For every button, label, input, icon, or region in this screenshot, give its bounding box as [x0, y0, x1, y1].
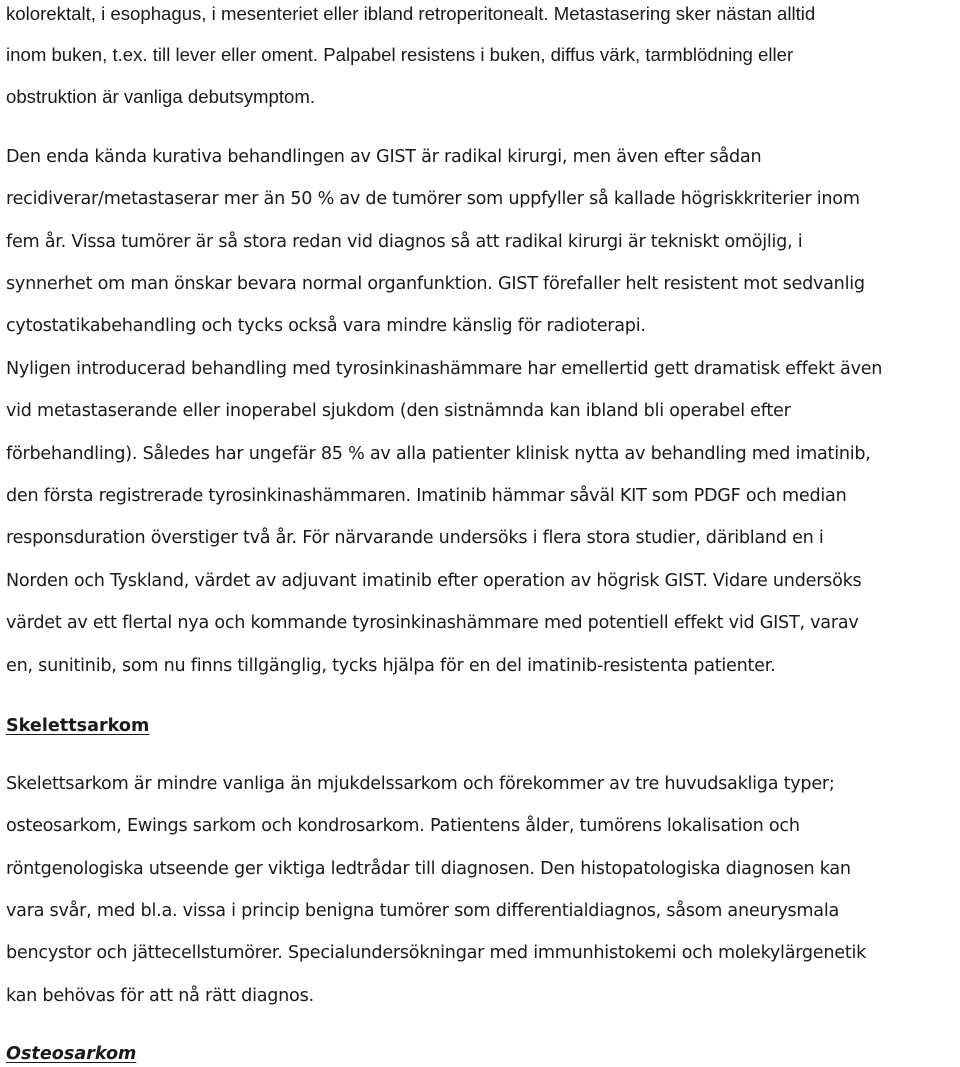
gist2-line-6: Norden och Tyskland, värdet av adjuvant imatinib efter operation av högrisk GIST. Vidare undersöks [6, 571, 862, 591]
gist1-line-4: synnerhet om man önskar bevara normal organfunktion. GIST förefaller helt resistent mot sedvanlig [6, 274, 865, 294]
skelett-line-2: osteosarkom, Ewings sarkom och kondrosarkom. Patientens ålder, tumörens lokalisation och [6, 816, 800, 836]
skelett-line-5: bencystor och jättecellstumörer. Specialundersökningar med immunhistokemi och molekylärgenetik [6, 943, 867, 963]
gist1-line-3: fem år. Vissa tumörer är så stora redan vid diagnos så att radikal kirurgi är tekniskt omöjlig, i [6, 232, 803, 252]
gist1-line-2: recidiverar/metastaserar mer än 50 % av de tumörer som uppfyller så kallade högriskkriterier inom [6, 189, 860, 209]
intro-line-2: inom buken, t.ex. till lever eller oment. Palpabel resistens i buken, diffus värk, tarmblödning eller [6, 44, 794, 65]
intro-line-3: obstruktion är vanliga debutsymptom. [6, 86, 316, 107]
skelett-line-4: vara svår, med bl.a. vissa i princip benigna tumörer som differentialdiagnos, såsom aneurysmala [6, 901, 839, 921]
gist2-line-8: en, sunitinib, som nu finns tillgänglig, tycks hjälpa för en del imatinib-resistenta patienter. [6, 656, 776, 676]
section-heading-osteosarkom: Osteosarkom [6, 1044, 137, 1064]
gist2-line-3: förbehandling). Således har ungefär 85 % av alla patienter klinisk nytta av behandling med imatinib, [6, 444, 871, 464]
intro-line-1: kolorektalt, i esophagus, i mesenteriet eller ibland retroperitonealt. Metastasering sker nästan alltid [6, 3, 816, 24]
gist2-line-4: den första registrerade tyrosinkinashämmaren. Imatinib hämmar såväl KIT som PDGF och median [6, 486, 847, 506]
skelett-line-3: röntgenologiska utseende ger viktiga ledtrådar till diagnosen. Den histopatologiska diagnosen kan [6, 859, 851, 879]
gist2-line-2: vid metastaserande eller inoperabel sjukdom (den sistnämnda kan ibland bli operabel efter [6, 401, 791, 421]
gist1-line-1: Den enda kända kurativa behandlingen av GIST är radikal kirurgi, men även efter sådan [6, 147, 762, 167]
skelett-line-6: kan behövas för att nå rätt diagnos. [6, 986, 314, 1006]
gist2-line-1: Nyligen introducerad behandling med tyrosinkinashämmare har emellertid gett dramatisk effekt även [6, 359, 883, 379]
section-heading-skelettsarkom: Skelettsarkom [6, 716, 150, 736]
skelett-line-1: Skelettsarkom är mindre vanliga än mjukdelssarkom och förekommer av tre huvudsakliga typer; [6, 774, 835, 794]
gist1-line-5: cytostatikabehandling och tycks också vara mindre känslig för radioterapi. [6, 316, 646, 336]
gist2-line-5: responsduration överstiger två år. För närvarande undersöks i flera stora studier, däribland en i [6, 528, 824, 548]
gist2-line-7: värdet av ett flertal nya och kommande tyrosinkinashämmare med potentiell effekt vid GIST, varav [6, 613, 859, 633]
